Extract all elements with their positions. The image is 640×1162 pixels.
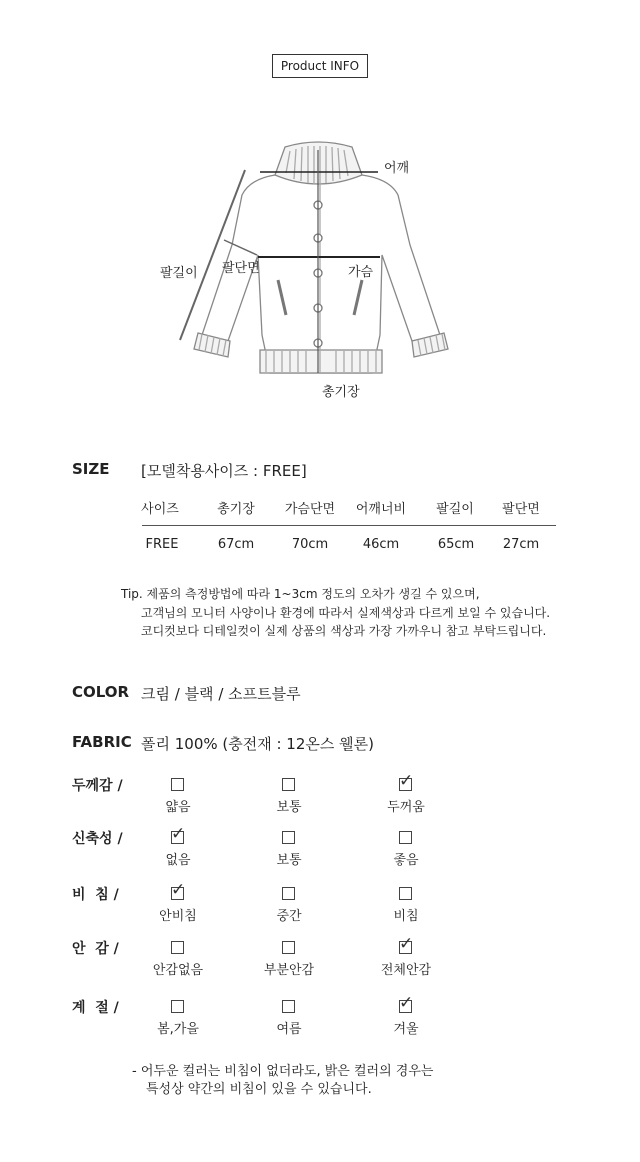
attribute-label: 비 침 /	[72, 887, 119, 903]
attribute-label: 계 절 /	[72, 1000, 119, 1016]
check-icon: ✓	[399, 771, 414, 791]
attribute-checkbox[interactable]	[282, 831, 295, 844]
size-col-header: 팔길이	[436, 502, 474, 517]
size-col-header: 팔단면	[502, 502, 540, 517]
tip-line-1: Tip. 제품의 측정방법에 따라 1~3cm 정도의 오차가 생길 수 있으며,	[121, 587, 480, 601]
attribute-checkbox[interactable]	[399, 831, 412, 844]
tip-line-2: 고객님의 모니터 사양이나 환경에 따라서 실제색상과 다르게 보일 수 있습니다.	[141, 606, 551, 620]
sleeve-hem-label: 팔단면	[222, 261, 260, 276]
attribute-option-label: 안감없음	[152, 963, 204, 978]
size-cell: 67cm	[217, 537, 255, 552]
check-icon: ✓	[171, 880, 186, 900]
size-cell: 65cm	[437, 537, 475, 552]
attribute-label: 신축성 /	[72, 831, 123, 847]
attribute-option-label: 부분안감	[263, 963, 315, 978]
attribute-checkbox[interactable]	[171, 941, 184, 954]
attribute-checkbox[interactable]	[282, 941, 295, 954]
tip-line-3: 코디컷보다 디테일컷이 실제 상품의 색상과 가장 가까우니 참고 부탁드립니다.	[141, 624, 547, 638]
attribute-checkbox[interactable]	[282, 778, 295, 791]
attribute-checkbox[interactable]	[171, 778, 184, 791]
jacket-diagram-icon	[150, 135, 470, 389]
check-icon: ✓	[399, 993, 414, 1013]
attribute-option-label: 겨울	[393, 1022, 419, 1037]
total-length-label: 총기장	[322, 385, 360, 400]
attribute-option-label: 두꺼움	[387, 800, 425, 815]
attribute-option-label: 보통	[276, 853, 302, 868]
color-value: 크림 / 블랙 / 소프트블루	[141, 685, 301, 703]
attribute-option-label: 안비침	[159, 909, 197, 924]
size-cell: 70cm	[291, 537, 329, 552]
fabric-value: 폴리 100% (충전재 : 12온스 웰론)	[141, 735, 374, 753]
color-heading: COLOR	[72, 683, 130, 701]
shoulder-label: 어깨	[384, 161, 410, 176]
attribute-label: 안 감 /	[72, 941, 119, 957]
attribute-option-label: 여름	[276, 1022, 302, 1037]
size-col-header: 어깨너비	[355, 502, 407, 517]
check-icon: ✓	[171, 824, 186, 844]
size-cell: 46cm	[362, 537, 400, 552]
attribute-option-label: 좋음	[393, 853, 419, 868]
attribute-checkbox[interactable]	[399, 934, 414, 954]
attribute-option-label: 전체안감	[380, 963, 432, 978]
attribute-checkbox[interactable]	[171, 1000, 184, 1013]
size-heading: SIZE	[72, 460, 110, 478]
attribute-option-label: 얇음	[165, 800, 191, 815]
attribute-option-label: 중간	[276, 909, 302, 924]
size-col-header: 총기장	[217, 502, 255, 517]
note-line-1: - 어두운 컬러는 비침이 없더라도, 밝은 컬러의 경우는	[132, 1064, 434, 1079]
attribute-checkbox[interactable]	[171, 824, 186, 844]
check-icon: ✓	[399, 934, 414, 954]
sleeve-length-label: 팔길이	[160, 266, 198, 281]
attribute-checkbox[interactable]	[399, 887, 412, 900]
size-col-header: 사이즈	[141, 502, 179, 517]
attribute-checkbox[interactable]	[282, 887, 295, 900]
size-col-header: 가슴단면	[284, 502, 336, 517]
attribute-option-label: 비침	[393, 909, 419, 924]
note-line-2: 특성상 약간의 비침이 있을 수 있습니다.	[146, 1082, 372, 1097]
attribute-label: 두께감 /	[72, 778, 123, 794]
attribute-option-label: 보통	[276, 800, 302, 815]
attribute-option-label: 없음	[165, 853, 191, 868]
attribute-checkbox[interactable]	[171, 880, 186, 900]
size-cell: FREE	[145, 537, 179, 552]
fabric-heading: FABRIC	[72, 733, 132, 751]
product-info-title: Product INFO	[272, 54, 368, 78]
chest-label: 가슴	[348, 265, 374, 280]
attribute-checkbox[interactable]	[399, 771, 414, 791]
size-cell: 27cm	[502, 537, 540, 552]
attribute-checkbox[interactable]	[399, 993, 414, 1013]
attribute-option-label: 봄,가을	[157, 1022, 199, 1037]
attribute-checkbox[interactable]	[282, 1000, 295, 1013]
table-divider	[142, 525, 556, 526]
model-size: [모델착용사이즈 : FREE]	[141, 462, 307, 480]
